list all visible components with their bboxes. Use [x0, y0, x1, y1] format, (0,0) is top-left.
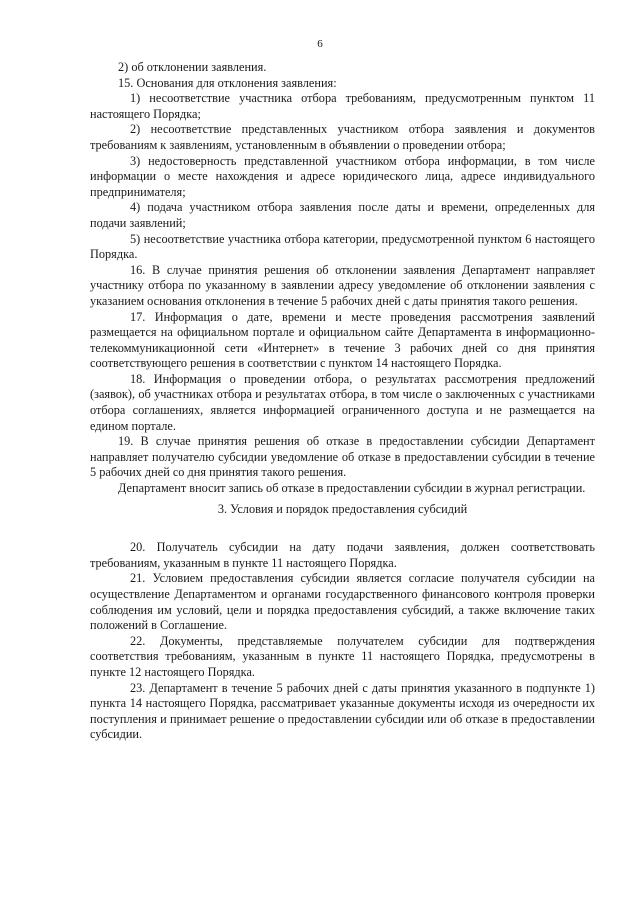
list-item: 3) недостоверность представленной участником отбора информации, в том числе информации о месте нахождения и адресе юридического лица, адресе индивидуального предпринимателя;	[90, 153, 595, 199]
page-number: 6	[317, 38, 323, 50]
section-heading: 3. Условия и порядок предоставления субсидий	[217, 501, 468, 516]
list-item: 4) подача участником отбора заявления после даты и времени, определенных для подачи заявлений;	[90, 200, 595, 230]
paragraph: 2) об отклонении заявления.	[118, 60, 267, 74]
document-body	[90, 60, 595, 743]
list-item: 5) несоответствие участника отбора категории, предусмотренной пунктом 6 настоящего Порядка.	[90, 231, 595, 262]
paragraph-21: 21. Условием предоставления субсидии является согласие получателя субсидии на осуществление Департаментом и органами государственного финансового контроля проверки соблюдения им условий, цели и порядка предоставления субсидий, а также включение таких положений в Соглашение.	[90, 571, 595, 633]
paragraph-22: 22. Документы, представляемые получателем субсидии для подтверждения соответствия требованиям, указанным в пункте 11 настоящего Порядка, предусмотрены в пункте 12 настоящего Порядка.	[90, 633, 595, 679]
paragraph-20: 20. Получатель субсидии на дату подачи заявления, должен соответствовать требованиям, указанным в пункте 11 настоящего Порядка.	[90, 540, 595, 570]
paragraph: Департамент вносит запись об отказе в предоставлении субсидии в журнал регистрации.	[118, 481, 586, 496]
paragraph-19: 19. В случае принятия решения об отказе в предоставлении субсидии Департамент направляет получателю субсидии уведомление об отказе в предоставлении субсидии в течение 5 рабочих дней со дня принятия такого решения.	[90, 434, 595, 480]
list-item: 1) несоответствие участника отбора требованиям, предусмотренным пунктом 11 настоящего Порядка;	[90, 91, 595, 121]
paragraph-23: 23. Департамент в течение 5 рабочих дней с даты принятия указанного в подпункте 1) пункта 14 настоящего Порядка, рассматривает указанные документы исходя из очередности их поступления и принимает решение о предоставлении субсидии или об отказе в предоставлении субсидии.	[90, 680, 595, 742]
paragraph: 15. Основания для отклонения заявления:	[118, 75, 337, 90]
paragraph-17: 17. Информация о дате, времени и месте проведения рассмотрения заявлений размещается на официальном портале и официальном сайте Департамента в информационно-телекоммуникационной сети «Интернет» в течение 3 рабочих дней со дня принятия соответствующего решения в соответствии с пунктом 14 настоящего Порядка.	[90, 309, 595, 371]
paragraph-18: 18. Информация о проведении отбора, о результатах рассмотрения предложений (заявок), об участниках отбора и результатах отбора, в том числе о заключенных с участниками отбора соглашениях, является информацией ограниченного доступа и не размещается на едином портале.	[90, 371, 595, 433]
list-item: 2) несоответствие представленных участником отбора заявления и документов требованиям к заявлениям, установленным в объявлении о проведении отбора;	[90, 122, 595, 152]
paragraph-16: 16. В случае принятия решения об отклонении заявления Департамент направляет участнику отбора по указанному в заявлении адресу уведомление об отклонении заявления с указанием основания отклонения в течение 5 рабочих дней с даты принятия такого решения.	[90, 262, 595, 308]
